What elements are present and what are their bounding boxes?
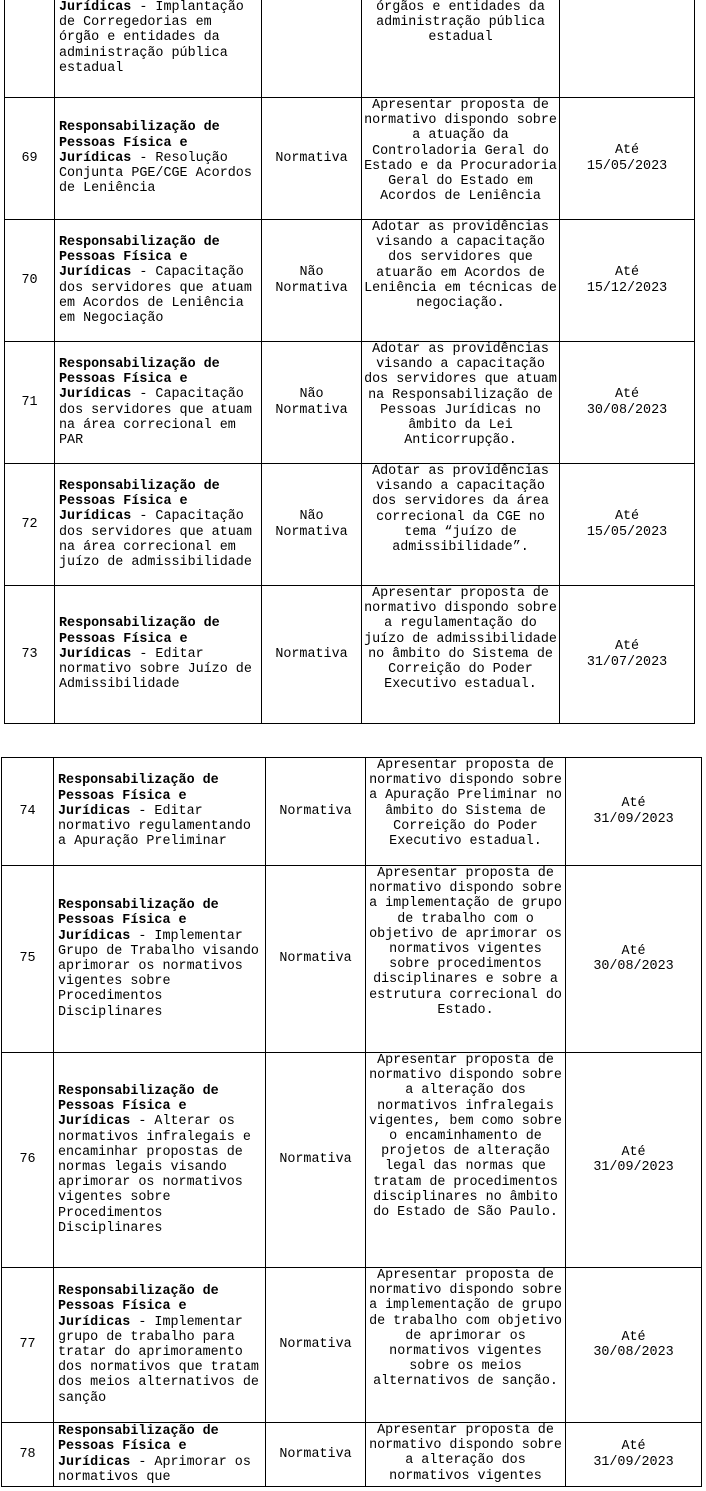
item-type: Normativa xyxy=(262,98,362,220)
item-action: Adotar as providências visando a capacitação dos servidores que atuam na Responsabilização de Pessoas Jurídicas no âmbito da Lei Anticorrupção. xyxy=(362,342,560,464)
item-description: - Capacitação dos servidores que atuam na área correcional em juízo de admissibilidade xyxy=(59,509,252,570)
item-description: - Editar normativo sobre Juízo de Admissibilidade xyxy=(59,646,252,693)
item-heading: Responsabilização de Pessoas Física e Jurídicas xyxy=(58,1284,219,1330)
table-row xyxy=(5,0,695,98)
item-heading: Responsabilização de Pessoas Física e Jurídicas xyxy=(59,478,220,525)
item-number: 71 xyxy=(5,342,55,464)
deadline-label: Até xyxy=(621,1144,646,1160)
item-description: - Implementar grupo de trabalho para tratar do aprimoramento dos normativos que tratam dos meios alternativos de sanção xyxy=(58,1314,259,1406)
item-title xyxy=(55,220,262,342)
item-deadline xyxy=(566,1268,702,1423)
action-plan-table-page-1 xyxy=(4,0,695,724)
item-title xyxy=(55,342,262,464)
item-description: - Resolução Conjunta PGE/CGE Acordos de Leniência xyxy=(59,150,252,197)
item-deadline xyxy=(560,586,695,724)
deadline-label: Até xyxy=(614,143,640,159)
item-number: 72 xyxy=(5,464,55,586)
item-action: Apresentar proposta de normativo dispondo sobre a alteração dos normativos infralegais vigentes, bem como sobre o encaminhamento de projetos de alteração legal das normas que tratam de procedimentos disciplinares no âmbito do Estado de São Paulo. xyxy=(366,1053,566,1268)
deadline-date: 31/09/2023 xyxy=(593,1454,674,1470)
item-title xyxy=(55,586,262,724)
deadline-date: 31/09/2023 xyxy=(593,1160,674,1175)
item-title xyxy=(55,464,262,586)
deadline-date: 30/08/2023 xyxy=(593,1345,674,1360)
item-title xyxy=(54,1423,266,1487)
item-number: 78 xyxy=(2,1423,54,1487)
item-deadline xyxy=(566,866,702,1053)
item-action: Adotar as providências visando a capacitação dos servidores que atuarão em Acordos de Leniência em técnicas de negociação. xyxy=(362,220,560,342)
item-deadline xyxy=(560,220,695,342)
item-action: Apresentar proposta de normativo dispondo sobre a implementação de grupo de trabalho com objetivo de aprimorar os normativos vigentes sobre os meios alternativos de sanção. xyxy=(366,1268,566,1423)
deadline-label: Até xyxy=(621,943,646,959)
item-deadline xyxy=(560,342,695,464)
item-deadline xyxy=(566,1423,702,1487)
item-type: Normativa xyxy=(266,1268,366,1423)
table-row xyxy=(5,464,695,586)
table-row xyxy=(5,220,695,342)
item-heading: Responsabilização de Pessoas Física e Jurídicas xyxy=(59,616,220,662)
item-title xyxy=(54,866,266,1053)
deadline-label: Até xyxy=(614,509,640,525)
item-type xyxy=(262,0,362,98)
item-description: - Capacitação dos servidores que atuam na área correcional em PAR xyxy=(59,387,252,448)
item-title xyxy=(55,98,262,220)
item-description: - Implantação de Corregedorias em órgão e entidades da administração pública estadual xyxy=(59,0,244,76)
item-heading: Responsabilização de Pessoas Física e Jurídicas xyxy=(58,773,219,819)
item-heading: Jurídicas xyxy=(59,0,132,15)
table-row xyxy=(2,1423,702,1487)
item-type: Não Normativa xyxy=(262,342,362,464)
deadline-label: Até xyxy=(614,265,640,281)
item-deadline xyxy=(560,98,695,220)
item-type: Normativa xyxy=(266,1053,366,1268)
deadline-date: 30/08/2023 xyxy=(593,959,674,974)
deadline-date: 15/05/2023 xyxy=(586,158,668,174)
item-heading: Responsabilização de Pessoas Física e Jurídicas xyxy=(59,356,220,403)
deadline-date: 15/12/2023 xyxy=(586,280,668,296)
item-number xyxy=(5,0,55,98)
table-row xyxy=(5,342,695,464)
item-description: - Implementar Grupo de Trabalho visando aprimorar os normativos vigentes sobre Procedimentos Disciplinares xyxy=(58,928,259,1020)
item-number: 75 xyxy=(2,866,54,1053)
table-row xyxy=(5,586,695,724)
item-action: Apresentar proposta de normativo dispondo sobre a atuação da Controladoria Geral do Estado e da Procuradoria Geral do Estado em Acordos de Leniência xyxy=(362,98,560,220)
deadline-label: Até xyxy=(614,387,640,403)
item-number: 76 xyxy=(2,1053,54,1268)
item-title xyxy=(55,0,262,98)
deadline-date: 31/09/2023 xyxy=(593,811,674,827)
deadline-date: 15/05/2023 xyxy=(586,524,668,540)
item-deadline xyxy=(560,0,695,98)
item-type: Não Normativa xyxy=(262,464,362,586)
item-description: - Capacitação dos servidores que atuam em Acordos de Leniência em Negociação xyxy=(59,265,252,326)
item-title xyxy=(54,1268,266,1423)
item-action: Adotar as providências visando a capacitação dos servidores da área correcional da CGE no tema “juízo de admissibilidade”. xyxy=(362,464,560,586)
table-row xyxy=(2,758,702,866)
item-description: - Alterar os normativos infralegais e encaminhar propostas de normas legais visando aprimorar os normativos vigentes sobre Procedimentos Disciplinares xyxy=(58,1114,251,1236)
table-row xyxy=(2,1053,702,1268)
deadline-label: Até xyxy=(621,796,646,812)
item-title xyxy=(54,758,266,866)
item-number: 74 xyxy=(2,758,54,866)
item-heading: Responsabilização de Pessoas Física e Jurídicas xyxy=(58,1083,219,1130)
item-heading: Responsabilização de Pessoas Física e Jurídicas xyxy=(58,898,219,944)
item-number: 69 xyxy=(5,98,55,220)
item-heading: Responsabilização de Pessoas Física e Jurídicas xyxy=(58,1424,219,1470)
deadline-label: Até xyxy=(614,639,640,655)
item-deadline xyxy=(566,1053,702,1268)
deadline-date: 30/08/2023 xyxy=(586,402,668,418)
item-type: Normativa xyxy=(266,866,366,1053)
item-number: 73 xyxy=(5,586,55,724)
item-description: - Editar normativo regulamentando a Apuração Preliminar xyxy=(58,803,251,850)
item-action: órgãos e entidades da administração pública estadual xyxy=(362,0,560,98)
item-description: - Aprimorar os normativos que xyxy=(58,1454,251,1485)
table-row xyxy=(2,866,702,1053)
deadline-label: Até xyxy=(621,1439,646,1455)
item-heading: Responsabilização de Pessoas Física e Jurídicas xyxy=(59,234,220,281)
item-type: Não Normativa xyxy=(262,220,362,342)
item-heading: Responsabilização de Pessoas Física e Jurídicas xyxy=(59,120,220,166)
item-type: Normativa xyxy=(266,758,366,866)
item-action: Apresentar proposta de normativo dispondo sobre a alteração dos normativos vigentes xyxy=(366,1423,566,1487)
table-row xyxy=(5,98,695,220)
action-plan-table-page-2 xyxy=(1,757,702,1487)
item-type: Normativa xyxy=(262,586,362,724)
table-row xyxy=(2,1268,702,1423)
item-deadline xyxy=(566,758,702,866)
item-deadline xyxy=(560,464,695,586)
item-action: Apresentar proposta de normativo dispondo sobre a Apuração Preliminar no âmbito do Sistema de Correição do Poder Executivo estadual. xyxy=(366,758,566,866)
deadline-date: 31/07/2023 xyxy=(586,654,668,670)
item-action: Apresentar proposta de normativo dispondo sobre a regulamentação do juízo de admissibilidade no âmbito do Sistema de Correição do Poder Executivo estadual. xyxy=(362,586,560,724)
item-number: 77 xyxy=(2,1268,54,1423)
item-action: Apresentar proposta de normativo dispondo sobre a implementação de grupo de trabalho com o objetivo de aprimorar os normativos vigentes sobre procedimentos disciplinares e sobre a estrutura correcional do Estado. xyxy=(366,866,566,1053)
item-type: Normativa xyxy=(266,1423,366,1487)
deadline-label: Até xyxy=(621,1329,646,1345)
item-title xyxy=(54,1053,266,1268)
item-number: 70 xyxy=(5,220,55,342)
